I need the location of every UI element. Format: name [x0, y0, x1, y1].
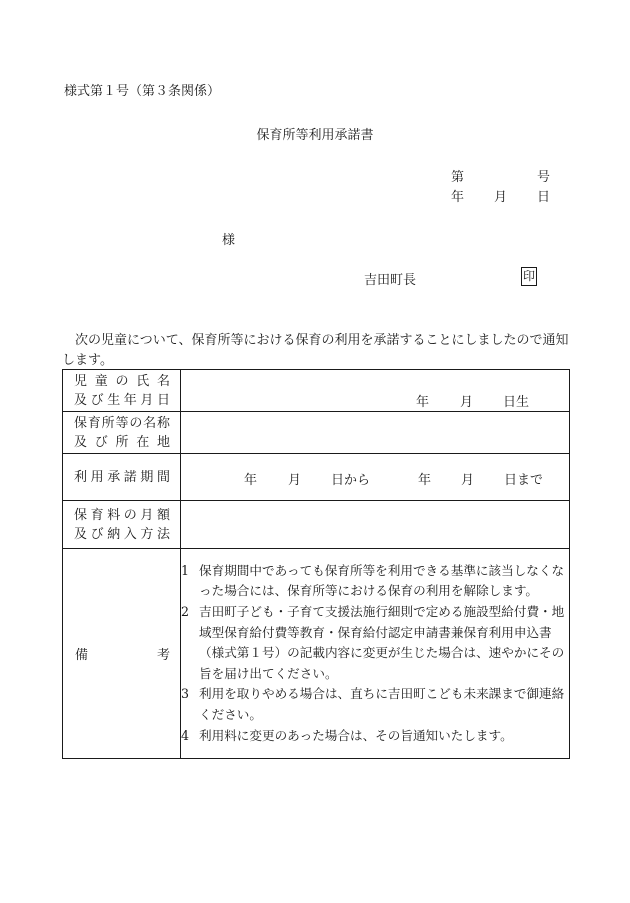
approval-table — [62, 369, 570, 759]
birth-month-unit: 月 — [460, 395, 474, 410]
period-from-day: 日から — [331, 473, 371, 488]
period-label: 利用承諾期間 — [74, 469, 170, 485]
note-number: 3 — [181, 686, 190, 702]
remarks-notes-cell — [181, 549, 570, 759]
list-item — [181, 561, 569, 602]
remarks-label-cell — [63, 549, 181, 759]
fee-label-line1: 保育料の月額 — [74, 507, 170, 523]
period-from-month: 月 — [288, 473, 302, 488]
note-number: 4 — [181, 727, 190, 743]
period-to-year: 年 — [418, 473, 432, 488]
child-label-cell — [63, 370, 181, 412]
intro-paragraph: 次の児童について、保育所等における保育の利用を承諾することにしましたので通知します。 — [62, 333, 569, 368]
facility-value-cell[interactable] — [181, 412, 570, 454]
addressee-honorific: 様 — [222, 233, 236, 248]
child-label-line1: 児童の氏名 — [74, 373, 170, 389]
document-title: 保育所等利用承諾書 — [256, 128, 374, 143]
birth-year-unit: 年 — [416, 395, 430, 410]
table-row-child — [63, 370, 570, 412]
facility-label-line2: 及び所在地 — [74, 434, 170, 450]
issuer-name: 吉田町長 — [364, 273, 417, 288]
form-number: 様式第１号（第３条関係） — [64, 84, 221, 99]
remarks-label-b: 考 — [156, 648, 170, 663]
doc-date-day: 日 — [537, 190, 551, 205]
period-to-month: 月 — [461, 473, 475, 488]
birth-day-unit: 日生 — [503, 395, 530, 410]
period-from-year: 年 — [244, 473, 258, 488]
note-text: 吉田町子ども・子育て支援法施行細則で定める施設型給付費・地域型保育給付費等教育・保育給付認定申請書兼保育利用申込書（様式第１号）の記載内容に変更が生じた場合は、速やかにその旨を届け出てください。 — [199, 604, 565, 681]
facility-label-cell — [63, 412, 181, 454]
remarks-label-a: 備 — [75, 648, 89, 663]
period-value-cell[interactable] — [181, 454, 570, 501]
period-label-cell — [63, 454, 181, 501]
list-item — [181, 726, 569, 747]
list-item — [181, 684, 569, 725]
facility-label-line1: 保育所等の名称 — [74, 415, 170, 431]
note-text: 利用料に変更のあった場合は、その旨通知いたします。 — [199, 727, 513, 743]
list-item — [181, 602, 569, 684]
table-row-fee — [63, 501, 570, 549]
table-row-facility — [63, 412, 570, 454]
doc-date-month: 月 — [494, 190, 508, 205]
table-row-remarks — [63, 549, 570, 759]
note-text: 保育期間中であっても保育所等を利用できる基準に該当しなくなった場合には、保育所等における保育の利用を解除します。 — [199, 562, 565, 599]
fee-value-cell[interactable] — [181, 501, 570, 549]
child-label-line2: 及び生年月日 — [74, 392, 170, 408]
doc-number-dai: 第 — [451, 170, 465, 185]
period-to-day: 日まで — [504, 473, 544, 488]
note-number: 2 — [181, 604, 190, 620]
seal-mark: 印 — [521, 267, 537, 286]
table-row-period — [63, 454, 570, 501]
fee-label-line2: 及び納入方法 — [74, 526, 170, 542]
fee-label-cell — [63, 501, 181, 549]
doc-date-year: 年 — [451, 190, 465, 205]
child-value-cell[interactable] — [181, 370, 570, 412]
note-text: 利用を取りやめる場合は、直ちに吉田町こども未来課まで御連絡ください。 — [199, 686, 565, 722]
doc-number-go: 号 — [537, 170, 551, 185]
note-number: 1 — [181, 562, 190, 578]
